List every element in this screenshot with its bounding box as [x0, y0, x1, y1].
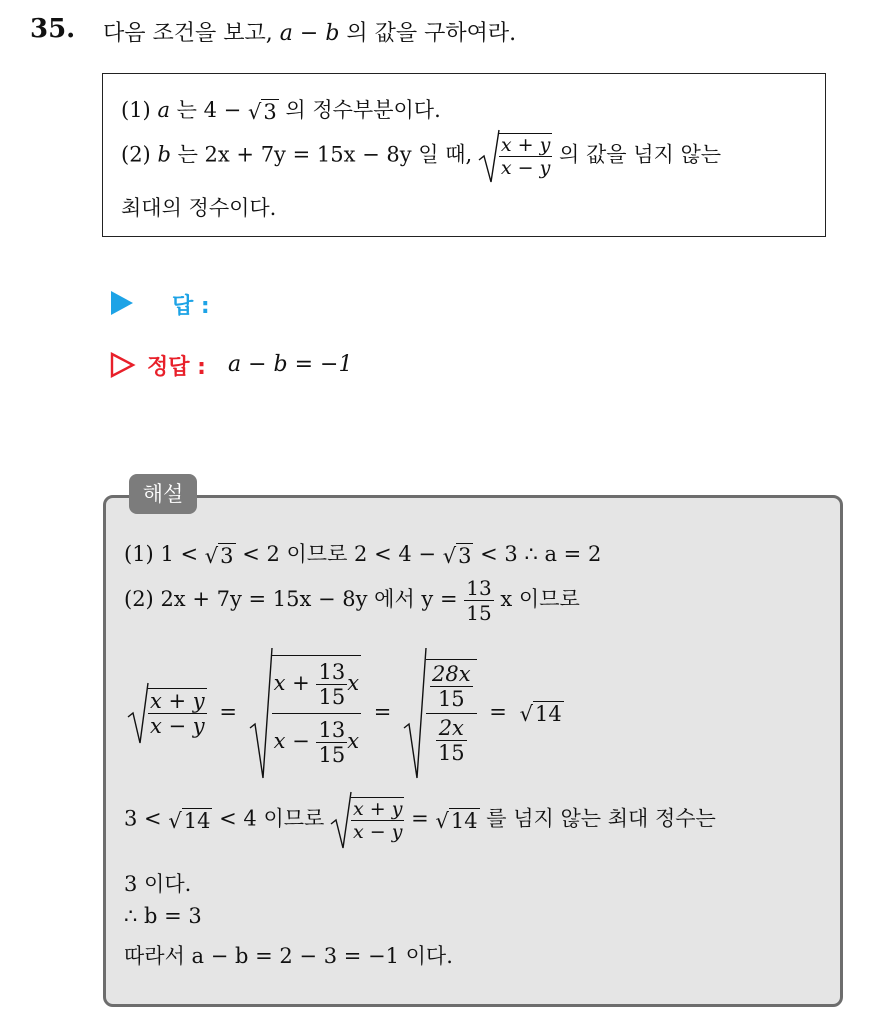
prompt-minus: −: [299, 21, 319, 46]
sqrt-symbol: √3: [204, 544, 234, 568]
correct-value: [228, 352, 352, 377]
condition-2-fraction: [499, 133, 552, 179]
fraction-denominator: 15: [437, 741, 465, 765]
term: x: [347, 729, 360, 753]
frac-2-numerator: [272, 656, 361, 714]
sqrt-symbol: √14: [519, 701, 562, 726]
fraction-numerator: x + y: [150, 689, 205, 713]
inner-fraction: [316, 660, 347, 709]
sol4-fraction: [351, 797, 404, 843]
condition-2-var: b: [157, 142, 171, 167]
inner-fraction: [436, 716, 467, 765]
sol4-c: 를 넘지 않는 최대 정수는: [486, 806, 716, 831]
radical-sign: [331, 792, 351, 848]
frac-2-denominator: [272, 714, 361, 771]
inner-fraction: [316, 718, 347, 767]
solution-line-6: ∴ b = 3: [124, 904, 202, 928]
fraction-numerator: 13: [318, 718, 346, 742]
sol1-a: 1 <: [160, 542, 199, 566]
answer-arrow-icon: [111, 291, 133, 315]
sol2-b: x 이므로: [500, 587, 580, 611]
condition-1-var: a: [157, 98, 170, 122]
sol1-radicand-2: 3: [458, 544, 472, 568]
fraction-denominator: x − y: [150, 714, 205, 738]
condition-2-label: (2): [121, 142, 151, 167]
inner-fraction: [430, 662, 473, 711]
sol2-label: (2): [124, 587, 154, 611]
fraction-numerator: 2x: [436, 716, 467, 741]
correct-value-text: a − b = −1: [228, 352, 353, 377]
condition-2-post: 의 값을 넘지 않는: [559, 142, 722, 167]
prompt-var-b: b: [325, 21, 340, 46]
sol1-b: < 2 이므로 2 < 4 −: [242, 542, 436, 566]
sqrt-symbol: √14: [168, 808, 211, 833]
fraction-denominator: x − y: [500, 157, 551, 179]
frac-3-numerator: [426, 660, 477, 714]
radical-sign: [479, 130, 499, 182]
correct-label: 정답 :: [147, 355, 206, 380]
condition-1-radicand: 3: [263, 100, 277, 124]
condition-2: [121, 130, 721, 182]
conditions-box: [102, 73, 826, 237]
term: x +: [273, 671, 310, 695]
sol1-label: (1): [124, 542, 154, 566]
fraction-numerator: 28x: [432, 662, 471, 686]
radical-sign: [250, 648, 272, 778]
solution-line-1: [124, 538, 601, 568]
sol3-result: 14: [534, 701, 562, 726]
solution-line-4: [124, 792, 716, 848]
fraction-denominator: 15: [318, 685, 346, 709]
sqrt-symbol: √14: [435, 808, 478, 833]
term: x: [347, 671, 360, 695]
equals-sign: =: [219, 699, 237, 724]
equals-sign: =: [489, 699, 507, 724]
prompt-pre: 다음 조건을 보고,: [103, 21, 273, 46]
term: x −: [273, 729, 310, 753]
answer-label: 답 :: [172, 294, 210, 319]
sol4-a: 3 <: [124, 806, 162, 831]
sol3-frac-1: [148, 688, 207, 738]
sol4-radicand-2: 14: [450, 808, 478, 833]
fraction-numerator: x + y: [500, 134, 551, 156]
fraction-numerator: 13: [318, 660, 346, 684]
sol4-radicand: 14: [183, 808, 211, 833]
sqrt-symbol: √3: [247, 100, 277, 124]
prompt-post: 의 값을 구하여라.: [346, 21, 517, 46]
question-number: 35.: [30, 14, 76, 44]
sol1-c: < 3 ∴ a = 2: [480, 542, 602, 566]
solution-line-3: [128, 648, 564, 778]
condition-1-text: 는 4 −: [176, 98, 242, 122]
solution-line-2: [124, 576, 580, 625]
sol3-frac-3: [426, 659, 477, 767]
sol3-frac-2: [272, 655, 361, 771]
solution-line-7: 따라서 a − b = 2 − 3 = −1 이다.: [124, 944, 453, 968]
sol2-a: 2x + 7y = 15x − 8y 에서 y =: [160, 587, 458, 611]
condition-1-label: (1): [121, 98, 151, 122]
fraction-denominator: 15: [466, 601, 492, 625]
fraction-numerator: x + y: [353, 798, 403, 820]
correct-arrow-icon: [111, 353, 135, 377]
equals-sign: =: [411, 806, 429, 831]
condition-3: 최대의 정수이다.: [121, 196, 277, 220]
fraction-denominator: 15: [318, 743, 346, 767]
frac-3-denominator: [426, 714, 477, 767]
fraction-denominator: x − y: [353, 821, 403, 843]
sol2-fraction: [464, 576, 493, 625]
fraction-denominator: 15: [437, 687, 465, 711]
solution-line-5: 3 이다.: [124, 872, 192, 896]
question-prompt: [103, 16, 516, 47]
condition-1-post: 의 정수부분이다.: [285, 98, 441, 122]
sqrt-symbol: √3: [442, 544, 472, 568]
condition-1: [121, 94, 441, 124]
radical-sign: [404, 648, 426, 778]
radical-sign: [128, 683, 148, 743]
condition-2-text: 는 2x + 7y = 15x − 8y 일 때,: [177, 142, 473, 167]
solution-box: [103, 495, 843, 1007]
fraction-numerator: 13: [466, 576, 492, 600]
prompt-var-a: a: [279, 21, 293, 46]
sol1-radicand-1: 3: [220, 544, 234, 568]
sqrt-fraction: [479, 130, 552, 182]
equals-sign: =: [373, 699, 392, 724]
sol4-b: < 4 이므로: [219, 806, 325, 831]
solution-tab: 해설: [129, 474, 197, 514]
